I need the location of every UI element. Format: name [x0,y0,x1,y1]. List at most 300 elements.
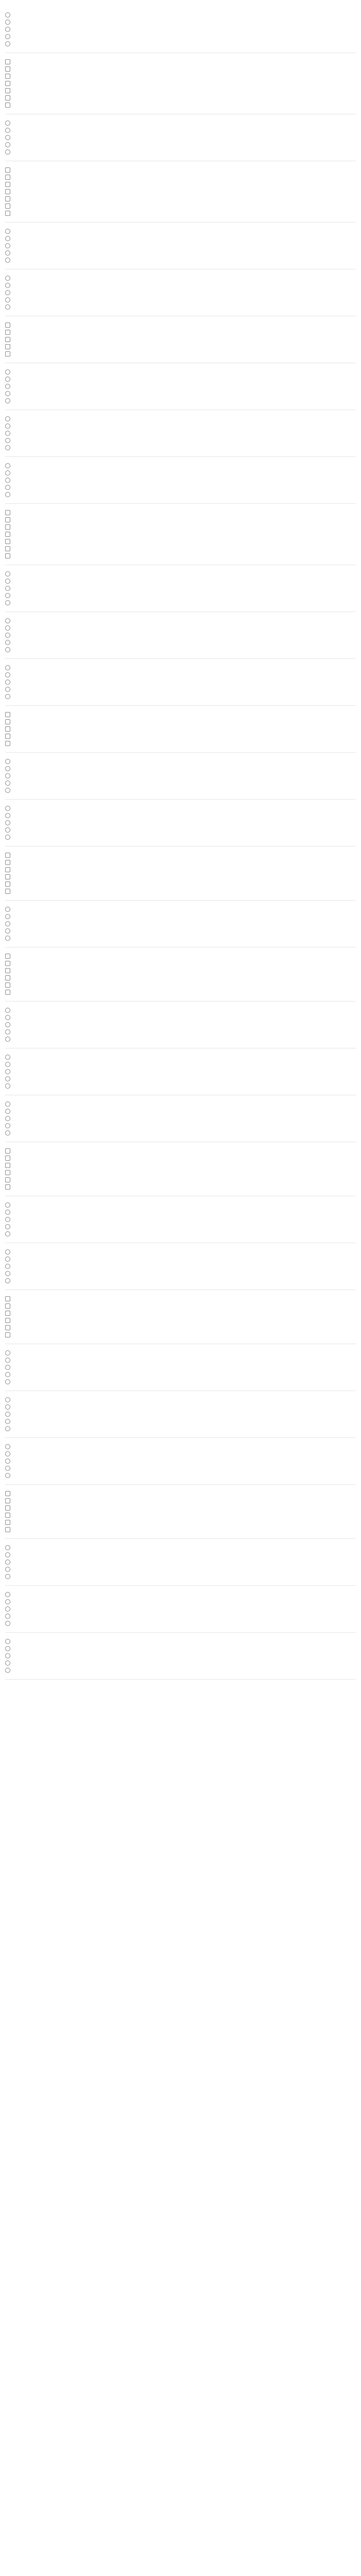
answer-radio[interactable] [5,1621,10,1626]
answer-option[interactable] [5,19,356,25]
answer-checkbox[interactable] [5,59,10,64]
answer-option[interactable] [5,376,356,382]
answer-option[interactable] [5,578,356,584]
answer-checkbox[interactable] [5,882,10,887]
answer-option[interactable] [5,477,356,483]
answer-radio[interactable] [5,1459,10,1464]
answer-radio[interactable] [5,1062,10,1067]
answer-option[interactable] [5,1364,356,1370]
answer-radio[interactable] [5,1574,10,1579]
answer-option[interactable] [5,981,356,988]
answer-checkbox[interactable] [5,889,10,894]
answer-option[interactable] [5,545,356,551]
answer-option[interactable] [5,1115,356,1121]
answer-option[interactable] [5,1645,356,1651]
answer-radio[interactable] [5,229,10,234]
answer-option[interactable] [5,787,356,793]
answer-radio[interactable] [5,1358,10,1363]
answer-option[interactable] [5,1418,356,1424]
answer-checkbox[interactable] [5,734,10,739]
answer-option[interactable] [5,920,356,926]
answer-checkbox[interactable] [5,1296,10,1301]
answer-option[interactable] [5,166,356,173]
answer-radio[interactable] [5,1473,10,1478]
answer-option[interactable] [5,531,356,537]
answer-option[interactable] [5,242,356,248]
answer-radio[interactable] [5,41,10,46]
answer-radio[interactable] [5,1466,10,1471]
answer-option[interactable] [5,740,356,746]
answer-option[interactable] [5,624,356,631]
answer-radio[interactable] [5,20,10,25]
answer-radio[interactable] [5,579,10,584]
answer-radio[interactable] [5,478,10,483]
answer-option[interactable] [5,134,356,140]
answer-radio[interactable] [5,1419,10,1424]
answer-option[interactable] [5,1129,356,1136]
answer-option[interactable] [5,819,356,825]
answer-option[interactable] [5,329,356,335]
answer-radio[interactable] [5,1639,10,1644]
answer-option[interactable] [5,444,356,450]
answer-checkbox[interactable] [5,860,10,865]
answer-option[interactable] [5,336,356,342]
answer-option[interactable] [5,1068,356,1074]
answer-option[interactable] [5,859,356,865]
answer-radio[interactable] [5,377,10,382]
answer-option[interactable] [5,1396,356,1402]
answer-checkbox[interactable] [5,196,10,201]
answer-radio[interactable] [5,276,10,281]
answer-radio[interactable] [5,1202,10,1208]
answer-option[interactable] [5,1277,356,1283]
answer-radio[interactable] [5,1257,10,1262]
answer-checkbox[interactable] [5,1505,10,1511]
answer-checkbox[interactable] [5,351,10,357]
answer-checkbox[interactable] [5,1177,10,1182]
answer-checkbox[interactable] [5,1184,10,1190]
answer-option[interactable] [5,1263,356,1269]
answer-checkbox[interactable] [5,1332,10,1337]
answer-checkbox[interactable] [5,990,10,995]
answer-option[interactable] [5,538,356,544]
answer-radio[interactable] [5,1271,10,1276]
answer-radio[interactable] [5,236,10,241]
answer-option[interactable] [5,1371,356,1377]
answer-option[interactable] [5,1544,356,1550]
answer-checkbox[interactable] [5,1156,10,1161]
answer-radio[interactable] [5,1130,10,1136]
answer-option[interactable] [5,1183,356,1190]
answer-checkbox[interactable] [5,337,10,342]
answer-radio[interactable] [5,694,10,699]
answer-radio[interactable] [5,1372,10,1377]
answer-radio[interactable] [5,12,10,18]
answer-option[interactable] [5,718,356,724]
answer-radio[interactable] [5,1015,10,1020]
answer-checkbox[interactable] [5,524,10,530]
answer-checkbox[interactable] [5,719,10,724]
answer-radio[interactable] [5,1426,10,1431]
answer-radio[interactable] [5,34,10,39]
answer-option[interactable] [5,422,356,429]
answer-option[interactable] [5,228,356,234]
answer-checkbox[interactable] [5,1148,10,1154]
answer-radio[interactable] [5,398,10,403]
answer-radio[interactable] [5,665,10,670]
answer-option[interactable] [5,94,356,100]
answer-radio[interactable] [5,820,10,825]
answer-option[interactable] [5,1295,356,1301]
answer-option[interactable] [5,1331,356,1337]
answer-checkbox[interactable] [5,1163,10,1168]
answer-radio[interactable] [5,1109,10,1114]
answer-radio[interactable] [5,625,10,631]
answer-option[interactable] [5,1425,356,1431]
answer-option[interactable] [5,1270,356,1276]
answer-radio[interactable] [5,936,10,941]
answer-option[interactable] [5,1512,356,1518]
answer-radio[interactable] [5,1606,10,1612]
answer-option[interactable] [5,383,356,389]
answer-option[interactable] [5,343,356,349]
answer-radio[interactable] [5,1055,10,1060]
answer-option[interactable] [5,1551,356,1557]
answer-radio[interactable] [5,142,10,147]
answer-radio[interactable] [5,135,10,140]
answer-radio[interactable] [5,827,10,833]
answer-option[interactable] [5,65,356,72]
answer-option[interactable] [5,1558,356,1565]
answer-checkbox[interactable] [5,211,10,216]
answer-checkbox[interactable] [5,1513,10,1518]
answer-option[interactable] [5,1007,356,1013]
answer-checkbox[interactable] [5,1498,10,1503]
answer-radio[interactable] [5,438,10,443]
answer-option[interactable] [5,1591,356,1597]
answer-radio[interactable] [5,640,10,645]
answer-radio[interactable] [5,1217,10,1222]
answer-checkbox[interactable] [5,532,10,537]
answer-option[interactable] [5,1075,356,1081]
answer-radio[interactable] [5,1101,10,1107]
answer-radio[interactable] [5,773,10,778]
answer-checkbox[interactable] [5,553,10,558]
answer-radio[interactable] [5,571,10,577]
answer-option[interactable] [5,101,356,108]
answer-radio[interactable] [5,1249,10,1255]
answer-option[interactable] [5,552,356,558]
answer-option[interactable] [5,1021,356,1027]
answer-radio[interactable] [5,835,10,840]
answer-checkbox[interactable] [5,189,10,194]
answer-option[interactable] [5,73,356,79]
answer-checkbox[interactable] [5,741,10,746]
answer-option[interactable] [5,437,356,443]
answer-option[interactable] [5,1378,356,1384]
answer-option[interactable] [5,1465,356,1471]
answer-checkbox[interactable] [5,546,10,551]
answer-radio[interactable] [5,384,10,389]
answer-option[interactable] [5,888,356,894]
answer-checkbox[interactable] [5,874,10,879]
answer-option[interactable] [5,671,356,677]
answer-option[interactable] [5,188,356,194]
answer-radio[interactable] [5,788,10,793]
answer-option[interactable] [5,462,356,468]
answer-option[interactable] [5,26,356,32]
answer-option[interactable] [5,1169,356,1175]
answer-radio[interactable] [5,1545,10,1550]
answer-option[interactable] [5,1403,356,1410]
answer-option[interactable] [5,639,356,645]
answer-radio[interactable] [5,431,10,436]
answer-radio[interactable] [5,1646,10,1651]
answer-radio[interactable] [5,1264,10,1269]
answer-option[interactable] [5,834,356,840]
answer-radio[interactable] [5,1350,10,1355]
answer-radio[interactable] [5,250,10,256]
answer-radio[interactable] [5,781,10,786]
answer-option[interactable] [5,257,356,263]
answer-radio[interactable] [5,290,10,295]
answer-checkbox[interactable] [5,510,10,515]
answer-option[interactable] [5,880,356,887]
answer-option[interactable] [5,174,356,180]
answer-radio[interactable] [5,1668,10,1673]
answer-radio[interactable] [5,1592,10,1597]
answer-option[interactable] [5,491,356,497]
answer-option[interactable] [5,1061,356,1067]
answer-radio[interactable] [5,1660,10,1666]
answer-radio[interactable] [5,1404,10,1410]
answer-option[interactable] [5,1036,356,1042]
answer-option[interactable] [5,1490,356,1496]
answer-option[interactable] [5,58,356,64]
answer-checkbox[interactable] [5,330,10,335]
answer-option[interactable] [5,1443,356,1449]
answer-option[interactable] [5,1256,356,1262]
answer-checkbox[interactable] [5,954,10,959]
answer-radio[interactable] [5,680,10,685]
answer-option[interactable] [5,33,356,39]
answer-checkbox[interactable] [5,95,10,100]
answer-checkbox[interactable] [5,712,10,717]
answer-radio[interactable] [5,492,10,497]
answer-option[interactable] [5,646,356,652]
answer-option[interactable] [5,430,356,436]
answer-option[interactable] [5,390,356,396]
answer-option[interactable] [5,1504,356,1511]
answer-checkbox[interactable] [5,81,10,86]
answer-checkbox[interactable] [5,1527,10,1532]
answer-radio[interactable] [5,416,10,421]
answer-option[interactable] [5,664,356,670]
answer-radio[interactable] [5,1083,10,1089]
answer-option[interactable] [5,1176,356,1182]
answer-checkbox[interactable] [5,867,10,872]
answer-radio[interactable] [5,593,10,598]
answer-option[interactable] [5,1519,356,1525]
answer-checkbox[interactable] [5,66,10,72]
answer-option[interactable] [5,632,356,638]
answer-option[interactable] [5,1100,356,1107]
answer-option[interactable] [5,87,356,93]
answer-radio[interactable] [5,600,10,605]
answer-option[interactable] [5,1248,356,1255]
answer-radio[interactable] [5,1379,10,1384]
answer-option[interactable] [5,805,356,811]
answer-option[interactable] [5,617,356,623]
answer-checkbox[interactable] [5,1491,10,1496]
answer-checkbox[interactable] [5,539,10,544]
answer-checkbox[interactable] [5,726,10,732]
answer-radio[interactable] [5,1444,10,1449]
answer-radio[interactable] [5,1614,10,1619]
answer-option[interactable] [5,599,356,605]
answer-option[interactable] [5,812,356,818]
answer-option[interactable] [5,1605,356,1612]
answer-option[interactable] [5,686,356,692]
answer-radio[interactable] [5,283,10,288]
answer-radio[interactable] [5,618,10,623]
answer-option[interactable] [5,202,356,209]
answer-radio[interactable] [5,1231,10,1236]
answer-option[interactable] [5,1659,356,1666]
answer-checkbox[interactable] [5,517,10,522]
answer-radio[interactable] [5,258,10,263]
answer-option[interactable] [5,679,356,685]
answer-option[interactable] [5,1216,356,1222]
answer-checkbox[interactable] [5,1303,10,1309]
answer-option[interactable] [5,935,356,941]
answer-radio[interactable] [5,1029,10,1035]
answer-checkbox[interactable] [5,961,10,966]
answer-radio[interactable] [5,813,10,818]
answer-option[interactable] [5,1357,356,1363]
answer-option[interactable] [5,120,356,126]
answer-radio[interactable] [5,687,10,692]
answer-option[interactable] [5,1155,356,1161]
answer-radio[interactable] [5,470,10,476]
answer-option[interactable] [5,913,356,919]
answer-option[interactable] [5,516,356,522]
answer-radio[interactable] [5,1560,10,1565]
answer-radio[interactable] [5,1037,10,1042]
answer-radio[interactable] [5,485,10,490]
answer-radio[interactable] [5,806,10,811]
answer-radio[interactable] [5,304,10,310]
answer-option[interactable] [5,725,356,732]
answer-radio[interactable] [5,1567,10,1572]
answer-option[interactable] [5,469,356,476]
answer-radio[interactable] [5,1451,10,1456]
answer-option[interactable] [5,1472,356,1478]
answer-radio[interactable] [5,1599,10,1604]
answer-checkbox[interactable] [5,103,10,108]
answer-option[interactable] [5,1122,356,1128]
answer-option[interactable] [5,235,356,241]
answer-option[interactable] [5,974,356,980]
answer-radio[interactable] [5,633,10,638]
answer-radio[interactable] [5,1278,10,1283]
answer-option[interactable] [5,1317,356,1323]
answer-option[interactable] [5,1162,356,1168]
answer-radio[interactable] [5,766,10,771]
answer-option[interactable] [5,758,356,764]
answer-checkbox[interactable] [5,323,10,328]
answer-option[interactable] [5,275,356,281]
answer-radio[interactable] [5,391,10,396]
answer-checkbox[interactable] [5,204,10,209]
answer-checkbox[interactable] [5,968,10,973]
answer-option[interactable] [5,585,356,591]
answer-radio[interactable] [5,672,10,677]
answer-option[interactable] [5,397,356,403]
answer-option[interactable] [5,1201,356,1208]
answer-option[interactable] [5,866,356,872]
answer-radio[interactable] [5,1008,10,1013]
answer-checkbox[interactable] [5,982,10,988]
answer-radio[interactable] [5,243,10,248]
answer-radio[interactable] [5,1224,10,1229]
answer-radio[interactable] [5,149,10,155]
answer-option[interactable] [5,127,356,133]
answer-radio[interactable] [5,921,10,926]
answer-option[interactable] [5,1497,356,1503]
answer-option[interactable] [5,303,356,310]
answer-option[interactable] [5,989,356,995]
answer-option[interactable] [5,1411,356,1417]
answer-option[interactable] [5,289,356,295]
answer-option[interactable] [5,1054,356,1060]
answer-option[interactable] [5,592,356,598]
answer-radio[interactable] [5,1069,10,1074]
answer-checkbox[interactable] [5,182,10,187]
answer-checkbox[interactable] [5,853,10,858]
answer-radio[interactable] [5,1022,10,1027]
answer-radio[interactable] [5,914,10,919]
answer-checkbox[interactable] [5,344,10,349]
answer-radio[interactable] [5,586,10,591]
answer-option[interactable] [5,1652,356,1658]
answer-option[interactable] [5,1566,356,1572]
answer-option[interactable] [5,1230,356,1236]
answer-checkbox[interactable] [5,88,10,93]
answer-option[interactable] [5,523,356,530]
answer-radio[interactable] [5,297,10,302]
answer-option[interactable] [5,733,356,739]
answer-radio[interactable] [5,369,10,375]
answer-option[interactable] [5,1028,356,1035]
answer-option[interactable] [5,1573,356,1579]
answer-option[interactable] [5,80,356,86]
answer-option[interactable] [5,368,356,375]
answer-option[interactable] [5,711,356,717]
answer-option[interactable] [5,1014,356,1020]
answer-option[interactable] [5,960,356,966]
answer-radio[interactable] [5,647,10,652]
answer-option[interactable] [5,852,356,858]
answer-option[interactable] [5,1450,356,1456]
answer-radio[interactable] [5,928,10,934]
answer-radio[interactable] [5,1076,10,1081]
answer-option[interactable] [5,1223,356,1229]
answer-option[interactable] [5,1349,356,1355]
answer-radio[interactable] [5,445,10,450]
answer-option[interactable] [5,1302,356,1309]
answer-option[interactable] [5,11,356,18]
